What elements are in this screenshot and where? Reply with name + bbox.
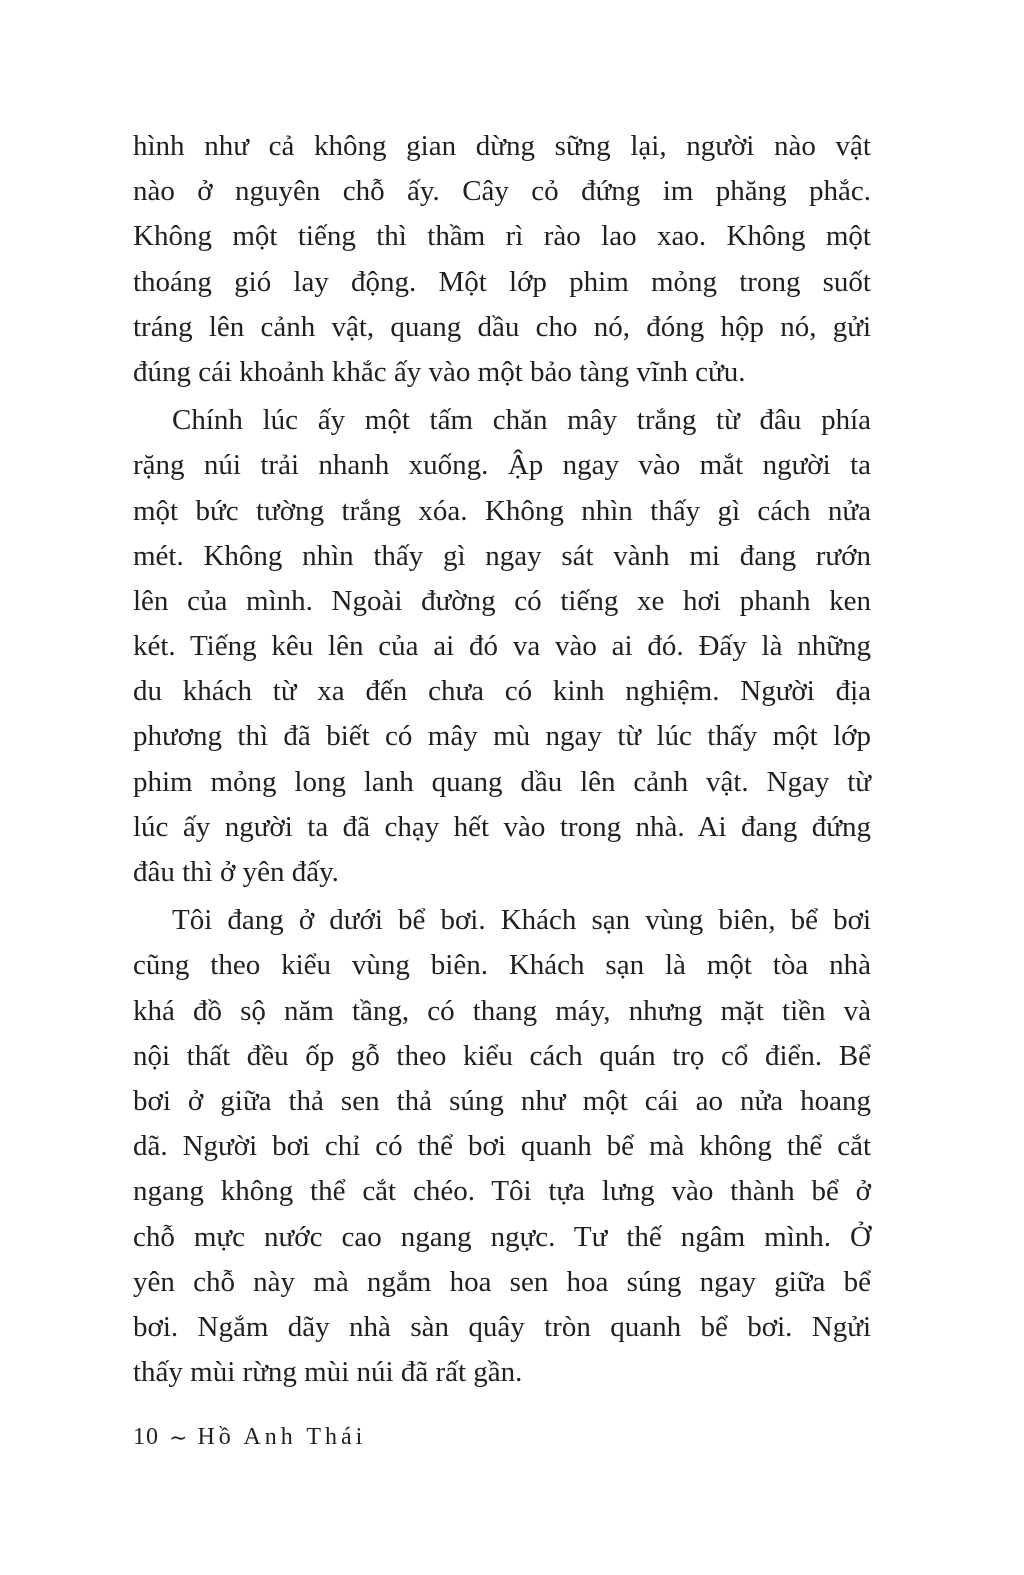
text-line: du khách từ xa đến chưa có kinh nghiệm. Người địa [133, 675, 871, 708]
page-number: 10 [133, 1424, 159, 1450]
text-line: nào ở nguyên chỗ ấy. Cây cỏ đứng im phăng phắc. [133, 175, 871, 208]
text-line: lên của mình. Ngoài đường có tiếng xe hơi phanh ken [133, 584, 871, 617]
text-line: cũng theo kiểu vùng biên. Khách sạn là một tòa nhà [133, 949, 871, 982]
text-line: khá đồ sộ năm tầng, có thang máy, nhưng mặt tiền và [133, 994, 871, 1027]
text-line: một bức tường trắng xóa. Không nhìn thấy gì cách nửa [133, 494, 871, 527]
text-line: thoáng gió lay động. Một lớp phim mỏng trong suốt [133, 265, 871, 298]
text-line: bơi ở giữa thả sen thả súng như một cái ao nửa hoang [133, 1084, 871, 1117]
text-line: đâu thì ở yên đấy. [133, 856, 339, 888]
paragraph [133, 398, 871, 895]
text-line: phim mỏng long lanh quang dầu lên cảnh vật. Ngay từ [133, 765, 871, 798]
text-line: két. Tiếng kêu lên của ai đó va vào ai đó. Đấy là những [133, 630, 871, 663]
text-line: hình như cả không gian dừng sững lại, người nào vật [133, 130, 871, 162]
text-line: Chính lúc ấy một tấm chăn mây trắng từ đâu phía [172, 404, 871, 437]
text-line: ngang không thể cắt chéo. Tôi tựa lưng vào thành bể ở [133, 1175, 871, 1208]
swash-ornament-icon: ∼ [169, 1424, 188, 1450]
text-line: Không một tiếng thì thầm rì rào lao xao. Không một [133, 220, 871, 253]
text-line: chỗ mực nước cao ngang ngực. Tư thế ngâm mình. Ở [133, 1220, 871, 1253]
text-line: dã. Người bơi chỉ có thể bơi quanh bể mà không thể cắt [133, 1130, 871, 1163]
body-text [133, 124, 871, 1398]
running-footer-author: Hồ Anh Thái [197, 1424, 367, 1450]
text-line: bơi. Ngắm dãy nhà sàn quây tròn quanh bể bơi. Ngửi [133, 1310, 871, 1343]
text-line: nội thất đều ốp gỗ theo kiểu cách quán trọ cổ điển. Bể [133, 1039, 871, 1072]
text-line: Tôi đang ở dưới bể bơi. Khách sạn vùng biên, bể bơi [172, 904, 871, 937]
text-line: đúng cái khoảnh khắc ấy vào một bảo tàng vĩnh cửu. [133, 355, 746, 388]
text-line: yên chỗ này mà ngắm hoa sen hoa súng ngay giữa bể [133, 1265, 871, 1298]
page-footer [133, 1424, 366, 1451]
paragraph [133, 124, 871, 395]
text-line: mét. Không nhìn thấy gì ngay sát vành mi đang rướn [133, 539, 871, 572]
text-line: rặng núi trải nhanh xuống. Ập ngay vào mắt người ta [133, 449, 871, 482]
paragraph [133, 898, 871, 1395]
text-line: lúc ấy người ta đã chạy hết vào trong nhà. Ai đang đứng [133, 810, 871, 843]
text-line: thấy mùi rừng mùi núi đã rất gần. [133, 1356, 523, 1389]
text-line: tráng lên cảnh vật, quang dầu cho nó, đóng hộp nó, gửi [133, 310, 871, 343]
text-line: phương thì đã biết có mây mù ngay từ lúc thấy một lớp [133, 720, 871, 753]
